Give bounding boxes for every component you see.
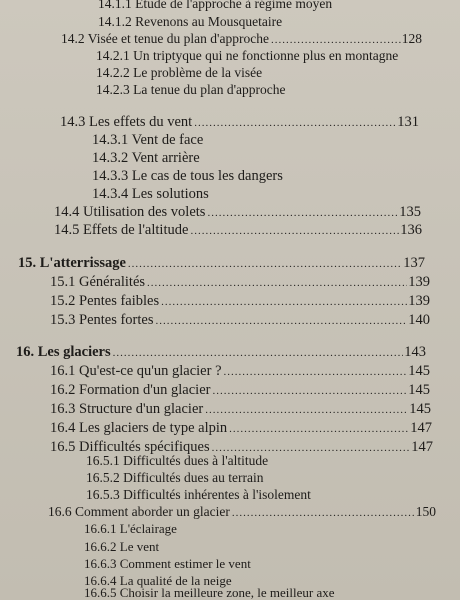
leader-dots (224, 363, 408, 381)
toc-entry-label: 16.6.2 Le vent (84, 539, 160, 554)
toc-entry-label: 14.3.1 Vent de face (92, 132, 204, 148)
toc-entry (84, 539, 159, 554)
toc-chapter (18, 254, 425, 273)
toc-entry-label: 16.1 Qu'est-ce qu'un glacier ? (50, 363, 222, 379)
toc-page-number: 137 (403, 255, 425, 271)
toc-entry-label: 16.6 Comment aborder un glacier (48, 504, 230, 519)
toc-entry-label: 16.6.3 Comment estimer le vent (84, 556, 251, 571)
toc-page-number: 145 (409, 401, 431, 417)
leader-dots (128, 255, 402, 273)
toc-entry-label: 14.2.1 Un triptyque qui ne fonctionne plus en montagne (96, 48, 399, 63)
toc-entry-label: 14.1.2 Revenons au Mousquetaire (98, 14, 283, 29)
toc-page-number: 136 (400, 222, 422, 238)
toc-entry (50, 292, 430, 311)
toc-page-number: 147 (410, 420, 432, 436)
toc-entry (98, 0, 332, 13)
leader-dots (205, 401, 408, 419)
toc-entry-label: 15.3 Pentes fortes (50, 312, 154, 328)
toc-entry (92, 149, 200, 167)
toc-entry-label: 16.3 Structure d'un glacier (50, 401, 204, 417)
toc-entry (54, 203, 421, 222)
toc-entry-label: 14.3.3 Le cas de tous les dangers (92, 168, 283, 184)
toc-entry (86, 452, 268, 470)
toc-entry (50, 273, 430, 292)
toc-page-number: 140 (408, 312, 430, 328)
toc-entry-label: 16.2 Formation d'un glacier (50, 382, 211, 398)
toc-entry-label: 16.6.1 L'éclairage (84, 521, 177, 536)
toc-chapter (16, 343, 426, 362)
toc-entry (50, 362, 430, 381)
toc-page-number: 145 (408, 363, 430, 379)
toc-entry-label: 14.2.2 Le problème de la visée (96, 65, 263, 80)
toc-entry (50, 381, 430, 400)
toc-entry-label: 14.4 Utilisation des volets (54, 204, 206, 220)
toc-entry-label: 15. L'atterrissage (18, 255, 126, 271)
toc-entry-label: 16.5 Difficultés spécifiques (50, 439, 210, 455)
toc-entry (50, 400, 431, 419)
toc-entry-label: 16.5.1 Difficultés dues à l'altitude (86, 453, 269, 468)
leader-dots (190, 222, 399, 240)
toc-entry-label: 15.1 Généralités (50, 274, 146, 290)
leader-dots (113, 344, 404, 362)
toc-entry (96, 47, 398, 65)
toc-entry-label: 16.5.3 Difficultés inhérentes à l'isolement (86, 487, 311, 502)
toc-page-number: 135 (399, 204, 421, 220)
leader-dots (212, 382, 407, 400)
toc-page-number: 147 (411, 439, 433, 455)
toc-entry-label: 16.6.5 Choisir la meilleure zone, le meilleur axe (84, 585, 335, 600)
leader-dots (229, 420, 409, 438)
toc-entry (60, 113, 419, 132)
toc-entry (96, 64, 262, 82)
toc-page-number: 150 (415, 504, 436, 519)
leader-dots (161, 293, 407, 311)
toc-entry (84, 585, 335, 600)
toc-entry-label: 16. Les glaciers (16, 344, 111, 360)
toc-entry (92, 131, 203, 149)
toc-entry (48, 503, 436, 522)
toc-entry-label: 16.5.2 Difficultés dues au terrain (86, 470, 264, 485)
toc-entry-label: 14.2.3 La tenue du plan d'approche (96, 82, 286, 97)
leader-dots (207, 204, 398, 222)
toc-entry-label: 14.3.4 Les solutions (92, 186, 209, 202)
toc-entry-label: 14.5 Effets de l'altitude (54, 222, 189, 238)
toc-entry (86, 486, 311, 504)
toc-entry (54, 221, 422, 240)
toc-entry-label: 15.2 Pentes faibles (50, 293, 160, 309)
toc-entry-label: 14.1.1 Etude de l'approche à régime moyen (98, 0, 333, 11)
toc-entry-label: 16.4 Les glaciers de type alpin (50, 420, 228, 436)
leader-dots (147, 274, 407, 292)
toc-page-number: 145 (408, 382, 430, 398)
leader-dots (194, 114, 396, 132)
toc-entry (50, 311, 430, 330)
toc-entry-label: 14.2 Visée et tenue du plan d'approche (61, 31, 269, 46)
toc-page-number: 139 (408, 274, 430, 290)
leader-dots (156, 312, 408, 330)
toc-page-number: 131 (397, 114, 419, 130)
toc-page-number: 143 (404, 344, 426, 360)
toc-page-number: 139 (408, 293, 430, 309)
toc-entry (92, 167, 283, 185)
toc-entry (84, 521, 177, 536)
toc-entry-label: 16.6.4 La qualité de la neige (84, 573, 232, 588)
toc-entry (96, 81, 286, 99)
toc-entry (50, 419, 432, 438)
toc-entry (84, 556, 251, 571)
toc-page-number: 128 (401, 31, 422, 46)
toc-entry (98, 13, 282, 31)
toc-entry (92, 185, 209, 203)
toc-entry-label: 14.3.2 Vent arrière (92, 150, 200, 166)
leader-dots (232, 504, 415, 522)
toc-entry (86, 469, 263, 487)
toc-entry-label: 14.3 Les effets du vent (60, 114, 193, 130)
